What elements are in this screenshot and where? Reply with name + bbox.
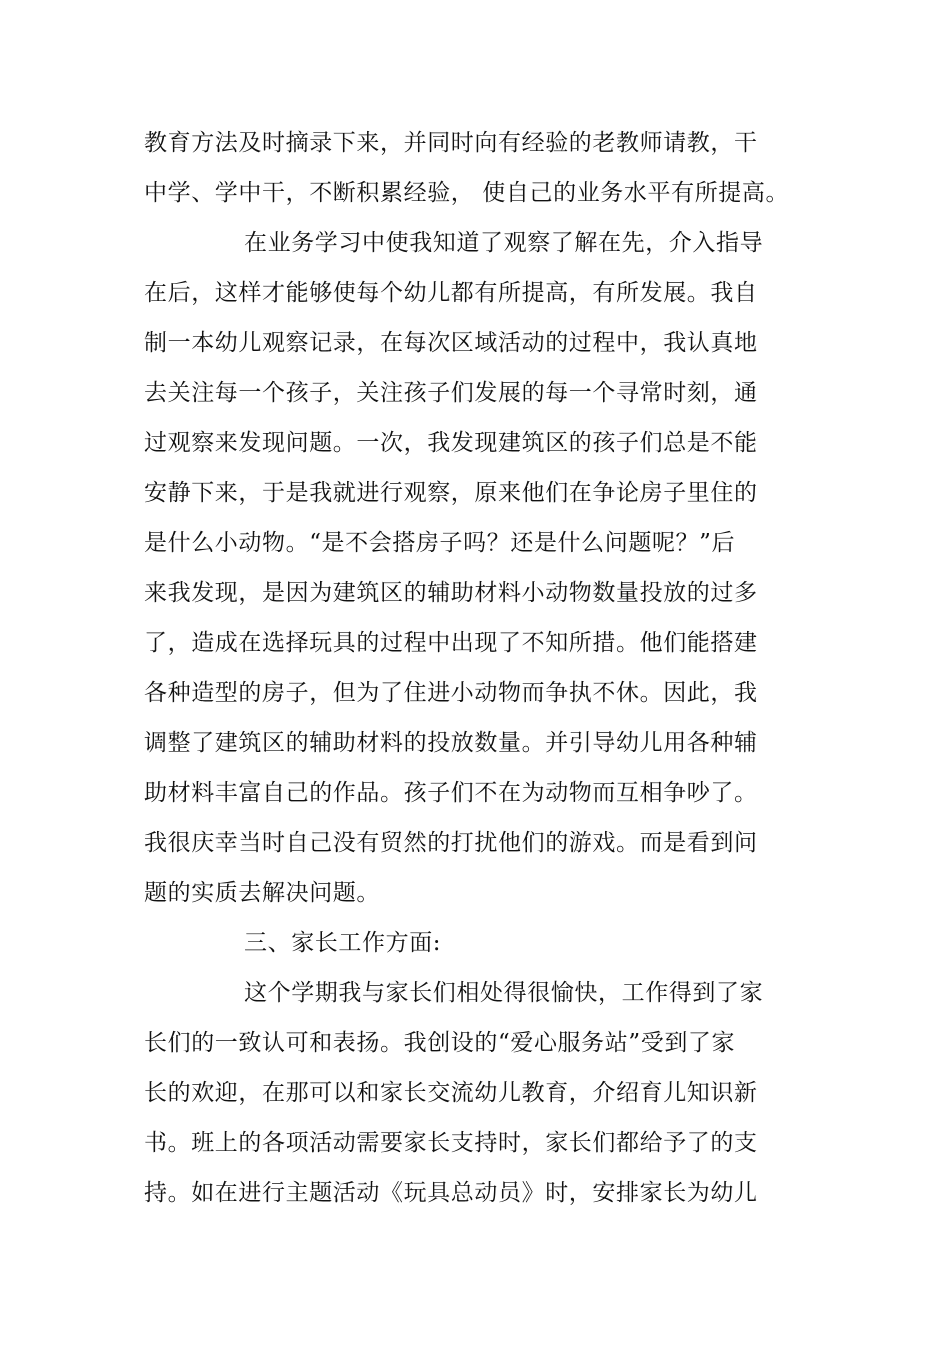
text-line-13: 调整了建筑区的辅助材料的投放数量。并引导幼儿用各种辅	[144, 730, 758, 756]
text-line-12: 各种造型的房子，但为了住进小动物而争执不休。因此，我	[144, 680, 758, 706]
text-line-5: 制一本幼儿观察记录，在每次区域活动的过程中，我认真地	[144, 330, 758, 356]
text-line-21: 书。班上的各项活动需要家长支持时，家长们都给予了的支	[144, 1130, 758, 1156]
text-line-20: 长的欢迎，在那可以和家长交流幼儿教育，介绍育儿知识新	[144, 1080, 758, 1106]
text-line-8: 安静下来，于是我就进行观察，原来他们在争论房子里住的	[144, 480, 758, 506]
text-line-22: 持。如在进行主题活动《玩具总动员》时，安排家长为幼儿	[144, 1180, 758, 1206]
paragraph-start-line: 这个学期我与家长们相处得很愉快，工作得到了家	[244, 980, 764, 1006]
text-line-4: 在后，这样才能够使每个幼儿都有所提高，有所发展。我自	[144, 280, 758, 306]
text-line-9: 是什么小动物。“是不会搭房子吗？还是什么问题呢？”后	[144, 530, 736, 556]
text-line-19: 长们的一致认可和表扬。我创设的“爱心服务站”受到了家	[144, 1030, 736, 1056]
text-line-2: 中学、学中干，不断积累经验， 使自己的业务水平有所提高。	[144, 180, 790, 206]
text-line-15: 我很庆幸当时自己没有贸然的打扰他们的游戏。而是看到问	[144, 830, 758, 856]
text-line-1: 教育方法及时摘录下来，并同时向有经验的老教师请教，干	[144, 130, 758, 156]
text-line-7: 过观察来发现问题。一次，我发现建筑区的孩子们总是不能	[144, 430, 758, 456]
text-line-10: 来我发现，是因为建筑区的辅助材料小动物数量投放的过多	[144, 580, 758, 606]
text-line-6: 去关注每一个孩子，关注孩子们发展的每一个寻常时刻，通	[144, 380, 758, 406]
section-heading: 三、家长工作方面:	[244, 930, 442, 956]
text-line-16: 题的实质去解决问题。	[144, 880, 380, 906]
text-line-14: 助材料丰富自己的作品。孩子们不在为动物而互相争吵了。	[144, 780, 758, 806]
paragraph-start-line: 在业务学习中使我知道了观察了解在先，介入指导	[244, 230, 764, 256]
text-line-11: 了，造成在选择玩具的过程中出现了不知所措。他们能搭建	[144, 630, 758, 656]
